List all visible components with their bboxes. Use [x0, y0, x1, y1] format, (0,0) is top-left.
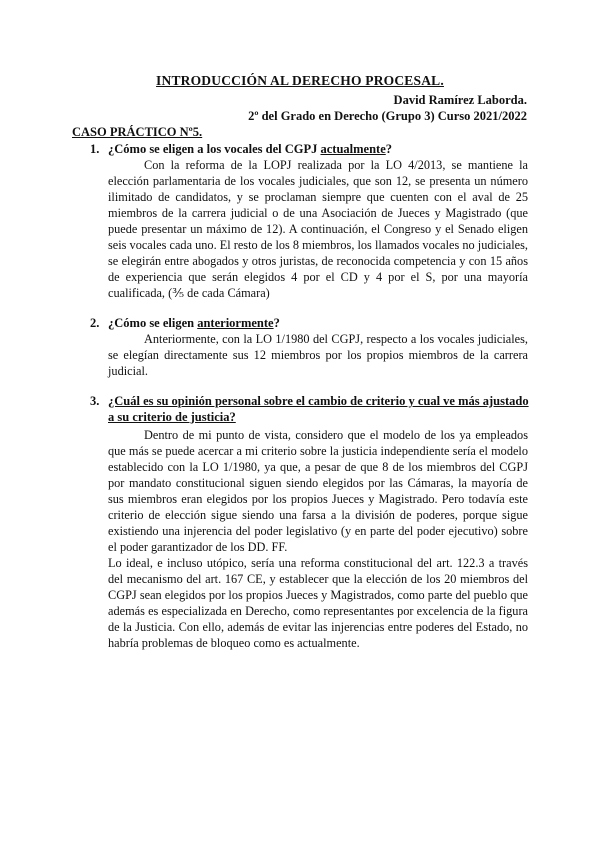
question-prefix: ¿Cómo se eligen	[108, 316, 198, 330]
case-label: CASO PRÁCTICO Nº5.	[72, 125, 203, 139]
question-1	[90, 141, 530, 157]
answer-text: Anteriormente, con la LO 1/1980 del CGPJ, respecto a los vocales judiciales, se elegían directamente sus 12 miembros por los propios miembros de la carrera judicial.	[108, 332, 528, 378]
answer-3-continued: Lo ideal, e incluso utópico, sería una reforma constitucional del art. 122.3 a través del mecanismo del art. 167 CE, y establecer que la elección de los 20 miembros del CGPJ sean elegidos por los propios Jueces y Magistrados, como parte del pueblo que además es especializada en Derecho, como representantes por excelencia de la figura de la Justicia. Con ello, además de evitar las injerencias entre poderes del Estado, no habría problemas de bloqueo como es actualmente.	[108, 556, 528, 650]
answer-1	[108, 157, 528, 301]
question-underlined: anteriormente	[197, 316, 274, 330]
question-prefix: ¿Cómo se eligen a los vocales del CGPJ	[108, 142, 321, 156]
question-2	[90, 315, 530, 331]
question-underlined: actualmente	[320, 142, 386, 156]
document-title: INTRODUCCIÓN AL DERECHO PROCESAL.	[156, 73, 444, 88]
author-name: David Ramírez Laborda.	[393, 93, 527, 107]
question-number: 2.	[90, 316, 100, 330]
question-text	[108, 315, 530, 331]
question-number: 1.	[90, 142, 100, 156]
question-suffix: ?	[273, 316, 280, 330]
question-text	[108, 141, 530, 157]
answer-2	[108, 331, 528, 379]
answer-text: Con la reforma de la LOPJ realizada por la LO 4/2013, se mantiene la elección parlamentaria de los vocales judiciales, que son 12, se presenta un número ilimitado de candidatos, y se proclaman siempre que cuenten con el aval de 25 miembros de la carrera judicial o de una Asociación de Jueces y Magistrado (que puede presentar un máximo de 12). A continuación, el Congreso y el Senado eligen seis vocales cada uno. El resto de los 8 miembros, los llamados vocales no judiciales, se elegirán entre abogados y otros juristas, de reconocida competencia y con 15 años de experiencia que serán elegidos 4 por el CD y 4 por el S, por una mayoría cualificada, (⅗ de cada Cámara)	[108, 158, 528, 300]
question-number: 3.	[90, 394, 100, 408]
answer-3	[108, 427, 528, 555]
course-info: 2º del Grado en Derecho (Grupo 3) Curso 2021/2022	[248, 109, 527, 123]
question-3	[90, 393, 530, 425]
question-text: ¿Cuál es su opinión personal sobre el cambio de criterio y cual ve más ajustado a su criterio de justicia?	[108, 394, 529, 424]
question-suffix: ?	[385, 142, 392, 156]
answer-text: Dentro de mi punto de vista, considero que el modelo de los ya empleados que más se puede acercar a mi criterio sobre la justicia independiente sería el modelo establecido con la LO 1/1980, ya que, a pesar de que 8 de los miembros del CGPJ por mandato constitucional siguen siendo elegidos por las Cámaras, la mayoría de sus miembros eran elegidos por los propios Jueces y Magistrado. Pero todavía este criterio de elección sigue siendo una farsa a la división de poderes, porque sigue existiendo una injerencia del poder legislativo (y en parte del poder ejecutivo) sobre el poder garantizador de los DD. FF.	[108, 428, 528, 554]
